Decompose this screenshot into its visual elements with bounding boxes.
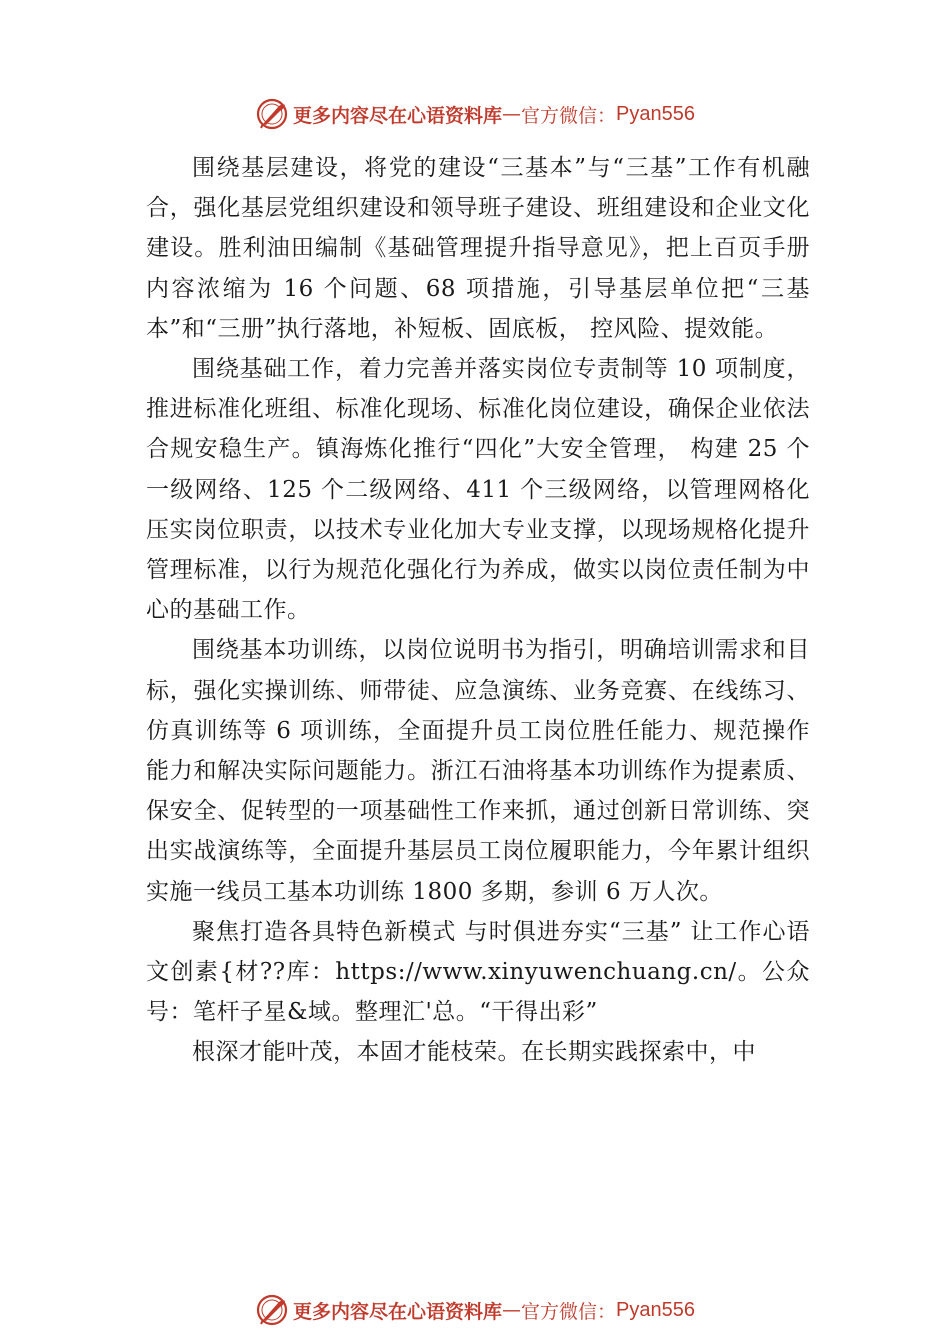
banner-wechat-handle: Pyan556 <box>616 102 695 125</box>
banner-title: 更多内容尽在心语资料库 <box>293 104 503 127</box>
paragraph-deep-roots: 根深才能叶茂，本固才能枝荣。在长期实践探索中，中 <box>192 1039 756 1066</box>
footer-watermark-banner <box>0 1290 950 1330</box>
banner-separator: — <box>502 103 522 125</box>
header-watermark-banner <box>0 94 950 134</box>
banner-wechat-label: 官方微信： <box>521 104 617 127</box>
quill-seal-logo-icon <box>255 1293 289 1327</box>
paragraph-grassroots-building: 围绕基层建设，将党的建设“三基本”与“三基”工作有机融合，强化基层党组织建设和领导班子建设、班组建设和企业文化建设。胜利油田编制《基础管理提升指导意见》，把上百页手册内容浓缩为 16 个问题、68 项措施，引导基层单位把“三基本”和“三册”执行落地，补短板、固底板， 控风险、提效能。 <box>146 155 810 342</box>
banner-wechat-label: 官方微信： <box>521 1300 617 1323</box>
banner-separator: — <box>502 1299 522 1321</box>
paragraph-basic-work: 围绕基础工作，着力完善并落实岗位专责制等 10 项制度，推进标准化班组、标准化现场、标准化岗位建设，确保企业依法合规安稳生产。镇海炼化推行“四化”大安全管理， 构建 25 个一级网络、125 个二级网络、411 个三级网络，以管理网格化压实岗位职责，以技术专业化加大专业支撑，以现场规格化提升管理标准，以行为规范化强化行为养成，做实以岗位责任制为中心的基础工作。 <box>146 356 810 624</box>
document-body <box>146 148 810 1073</box>
quill-seal-logo-icon <box>255 97 289 131</box>
paragraph-section-heading: 聚焦打造各具特色新模式 与时俱进夯实“三基” 让工作心语文创素{材??库：https://www.xinyuwenchuang.cn/。公众号：笔杆子星&域。整理汇'总。“干得出彩” <box>146 918 810 1026</box>
paragraph-basic-skills-training: 围绕基本功训练，以岗位说明书为指引，明确培训需求和目标，强化实操训练、师带徒、应急演练、业务竞赛、在线练习、仿真训练等 6 项训练，全面提升员工岗位胜任能力、规范操作能力和解决实际问题能力。浙江石油将基本功训练作为提素质、保安全、促转型的一项基础性工作来抓，通过创新日常训练、突出实战演练等，全面提升基层员工岗位履职能力，今年累计组织实施一线员工基本功训练 1800 多期，参训 6 万人次。 <box>146 637 810 905</box>
banner-title: 更多内容尽在心语资料库 <box>293 1300 503 1323</box>
banner-wechat-handle: Pyan556 <box>616 1298 695 1321</box>
